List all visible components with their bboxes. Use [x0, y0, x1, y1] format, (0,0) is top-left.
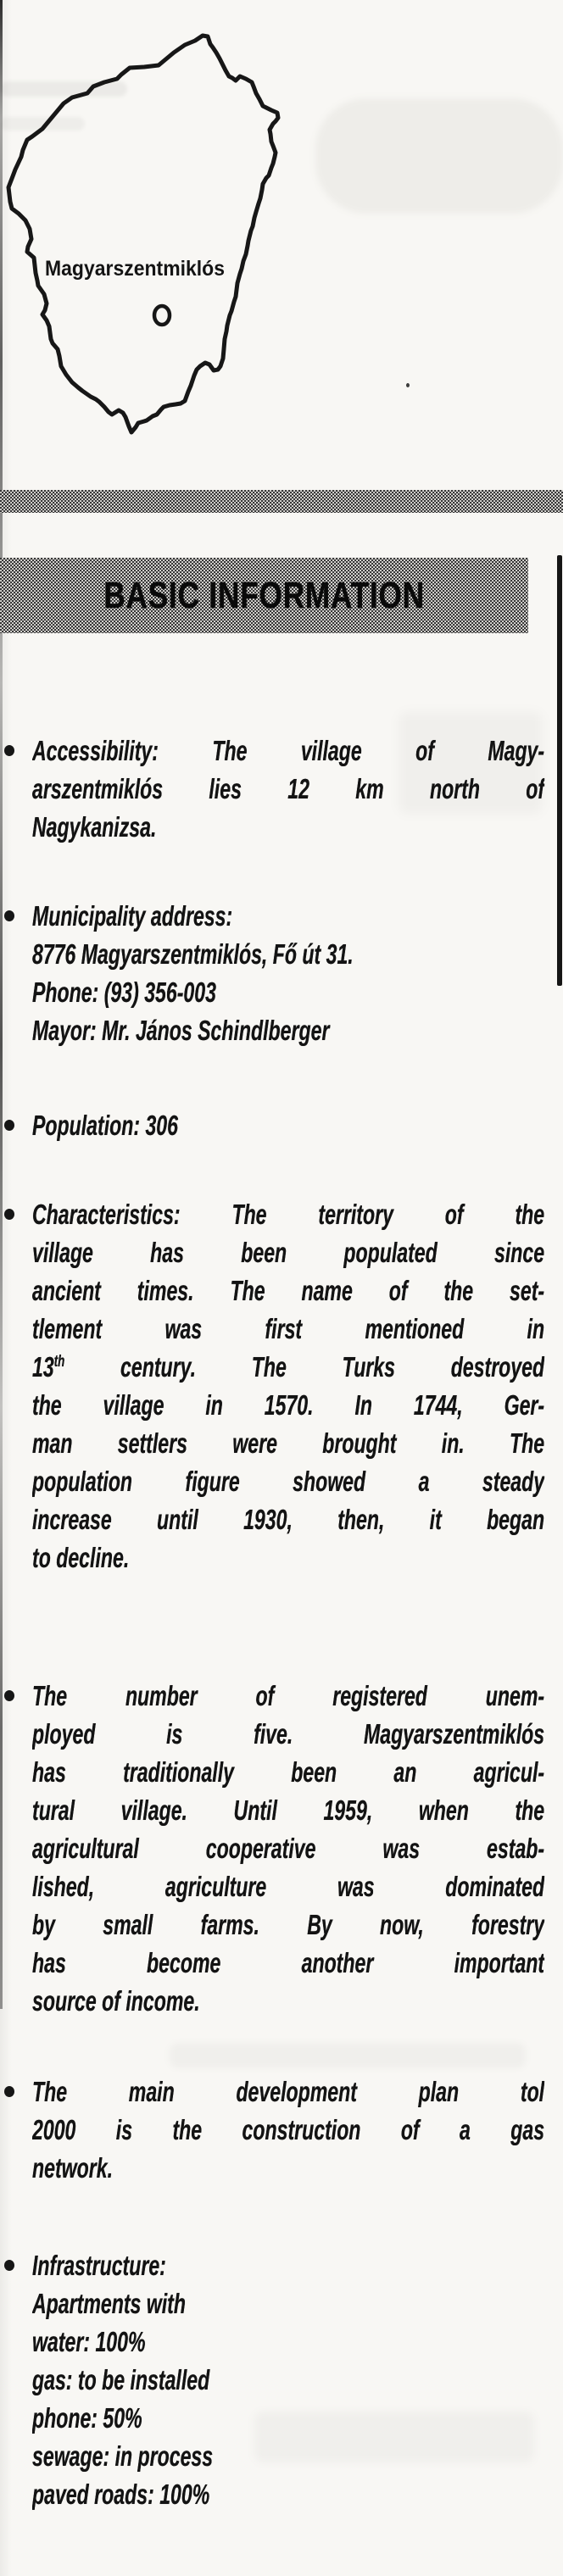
- section-header-band: [0, 558, 528, 633]
- paragraph-line: man settlers were brought in. The: [32, 1427, 545, 1459]
- paragraph-line: ancient times. The name of the set-: [32, 1275, 545, 1306]
- paragraph-line: water: 100%: [32, 2326, 146, 2357]
- paragraph-line: tlement was first mentioned in: [32, 1313, 545, 1344]
- bleedthrough-artifact: [170, 2043, 526, 2068]
- paragraph-line: paved roads: 100%: [32, 2479, 210, 2510]
- paragraph-line: Accessibility: The village of Magy-: [32, 735, 545, 766]
- paragraph-line: Infrastructure:: [32, 2250, 166, 2281]
- paragraph-line: 8776 Magyarszentmiklós, Fő út 31.: [32, 938, 354, 970]
- village-map: [0, 0, 288, 441]
- paragraph-line: population figure showed a steady: [32, 1466, 545, 1497]
- paragraph-line: Mayor: Mr. János Schindlberger: [32, 1015, 330, 1046]
- paragraph-line: by small farms. By now, forestry: [32, 1909, 545, 1940]
- paragraph-line: has traditionally been an agricul-: [32, 1756, 545, 1788]
- paragraph-line: source of income.: [32, 1985, 200, 2017]
- paragraph-line: Nagykanizsa.: [32, 811, 157, 843]
- paragraph-line: phone: 50%: [32, 2402, 142, 2434]
- paragraph-line: gas: to be installed: [32, 2364, 210, 2395]
- paragraph-line: the village in 1570. In 1744, Ger-: [32, 1389, 545, 1421]
- map-outline: [8, 36, 278, 432]
- bullet-dot: [4, 1209, 14, 1220]
- divider-band: [0, 490, 563, 513]
- paragraph-line: village has been populated since: [32, 1237, 545, 1268]
- paragraph-line: Municipality address:: [32, 900, 233, 932]
- paragraph-line: ployed is five. Magyarszentmiklós: [32, 1718, 545, 1750]
- paragraph-line: arszentmiklós lies 12 km north of: [32, 773, 545, 804]
- paragraph-line: to decline.: [32, 1542, 130, 1573]
- paragraph-line: lished, agriculture was dominated: [32, 1871, 545, 1902]
- right-edge-rule: [557, 555, 562, 986]
- paragraph-line: 13th century. The Turks destroyed: [32, 1351, 545, 1383]
- paragraph-line: sewage: in process: [32, 2440, 214, 2472]
- ordinal-superscript: th: [53, 1353, 65, 1371]
- bleedthrough-artifact: [315, 98, 563, 214]
- bullet-dot: [4, 745, 14, 756]
- paragraph-line: The number of registered unem-: [32, 1680, 545, 1711]
- paragraph-line: increase until 1930, then, it began: [32, 1504, 545, 1535]
- paragraph-line: tural village. Until 1959, when the: [32, 1794, 545, 1826]
- bullet-dot: [4, 2086, 14, 2097]
- section-title: BASIC INFORMATION: [103, 575, 425, 616]
- bullet-dot: [4, 910, 14, 921]
- village-marker-icon: [154, 306, 170, 325]
- bullet-dot: [4, 1690, 14, 1701]
- scan-speck: [406, 383, 410, 387]
- paragraph-line: network.: [32, 2152, 113, 2184]
- paragraph-line: 2000 is the construction of a gas: [32, 2114, 545, 2145]
- bullet-dot: [4, 2260, 14, 2271]
- paragraph-line: Population: 306: [32, 1110, 178, 1141]
- paragraph-line: Characteristics: The territory of the: [32, 1199, 545, 1230]
- paragraph-line: Phone: (93) 356-003: [32, 976, 216, 1008]
- paragraph-line: has become another important: [32, 1947, 545, 1978]
- map-label: Magyarszentmiklós: [45, 257, 225, 281]
- bullet-dot: [4, 1120, 14, 1131]
- paragraph-line: agricultural cooperative was estab-: [32, 1833, 545, 1864]
- paragraph-line: Apartments with: [32, 2288, 186, 2319]
- paragraph-line: The main development plan tol: [32, 2076, 545, 2107]
